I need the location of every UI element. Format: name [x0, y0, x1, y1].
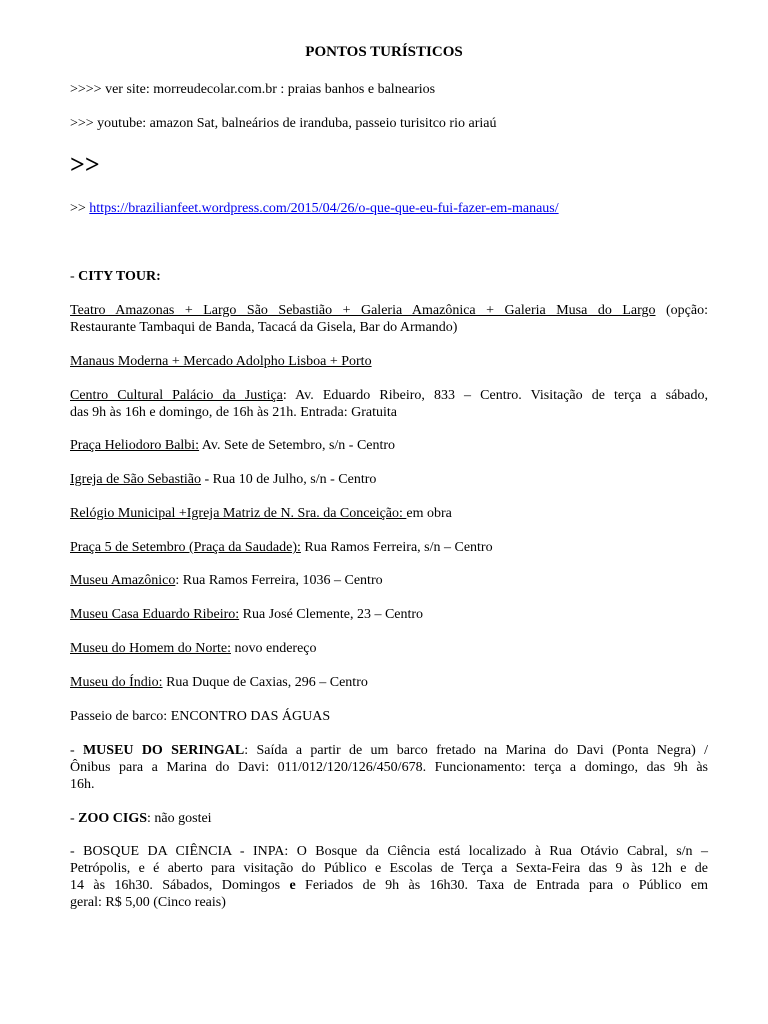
- big-arrows: >>: [70, 150, 100, 179]
- zoo-prefix: -: [70, 811, 79, 826]
- list-item: [70, 302, 708, 319]
- item-detail-line: das 9h às 16h e domingo, de 16h às 21h. Entrada: Gratuita: [70, 405, 397, 420]
- link-line: [70, 200, 708, 217]
- seringal-line-2: Ônibus para a Marina do Davi: 011/012/120/126/450/678. Funcionamento: terça a domingo, das 9h às: [70, 760, 708, 775]
- item-detail: Rua José Clemente, 23 – Centro: [239, 607, 424, 622]
- zoo-line: [70, 810, 708, 827]
- bosque-line-3: [70, 877, 708, 894]
- item-detail: Av. Sete de Setembro, s/n - Centro: [199, 438, 396, 453]
- list-item: [70, 674, 708, 691]
- site-line: >>>> ver site: morreudecolar.com.br : praias banhos e balnearios: [70, 82, 436, 97]
- item-name: Museu Amazônico: [70, 573, 176, 588]
- bosque-bold-e: e: [289, 878, 296, 893]
- city-tour-label: CITY TOUR:: [78, 269, 161, 284]
- seringal-name: MUSEU DO SERINGAL: [82, 743, 245, 758]
- bosque-line-3a: 14 às 16h30. Sábados, Domingos: [70, 878, 290, 893]
- list-item: [70, 387, 708, 404]
- list-item: [70, 640, 708, 657]
- item-name: Praça 5 de Setembro (Praça da Saudade):: [70, 540, 301, 555]
- item-name: Praça Heliodoro Balbi:: [70, 438, 200, 453]
- seringal-prefix: -: [70, 743, 83, 758]
- list-item: [70, 437, 708, 454]
- item-detail: em obra: [406, 506, 452, 521]
- link-prefix: >>: [70, 201, 90, 216]
- passeio-line: Passeio de barco: ENCONTRO DAS ÁGUAS: [70, 709, 331, 724]
- seringal-line-1: [70, 742, 708, 759]
- zoo-name: ZOO CIGS: [78, 811, 148, 826]
- seringal-line-3: 16h.: [70, 777, 95, 792]
- list-item: [70, 353, 708, 370]
- zoo-detail: : não gostei: [147, 811, 212, 826]
- city-tour-prefix: -: [70, 269, 79, 284]
- item-name: Relógio Municipal +Igreja Matriz de N. Sra. da Conceição:: [70, 506, 407, 521]
- bosque-line-2: Petrópolis, e é aberto para visitação do Público e Escolas de Terça a Sexta-Feira das 9 às 12h e de: [70, 861, 708, 876]
- item-detail-line: Restaurante Tambaqui de Banda, Tacacá da Gisela, Bar do Armando): [70, 320, 458, 335]
- item-name: Museu Casa Eduardo Ribeiro:: [70, 607, 240, 622]
- item-detail: Rua Duque de Caxias, 296 – Centro: [162, 675, 368, 690]
- brazilianfeet-link[interactable]: https://brazilianfeet.wordpress.com/2015/04/26/o-que-que-eu-fui-fazer-em-manaus/: [89, 201, 559, 216]
- list-item: [70, 606, 708, 623]
- item-detail: (opção:: [655, 303, 708, 318]
- list-item: [70, 505, 708, 522]
- item-name: Museu do Homem do Norte:: [70, 641, 231, 656]
- item-detail: : Rua Ramos Ferreira, 1036 – Centro: [175, 573, 383, 588]
- item-detail: novo endereço: [230, 641, 317, 656]
- item-detail: : Av. Eduardo Ribeiro, 833 – Centro. Visitação de terça a sábado,: [282, 388, 708, 403]
- bosque-line-3b: Feriados de 9h às 16h30. Taxa de Entrada para o Público em: [295, 878, 708, 893]
- item-name: Centro Cultural Palácio da Justiça: [70, 388, 283, 403]
- item-name: Manaus Moderna + Mercado Adolpho Lisboa + Porto: [70, 354, 372, 369]
- item-name: Museu do Índio:: [70, 675, 163, 690]
- list-item: [70, 539, 708, 556]
- bosque-line-1: - BOSQUE DA CIÊNCIA - INPA: O Bosque da Ciência está localizado à Rua Otávio Cabral, s/n –: [70, 844, 708, 859]
- seringal-detail: : Saída a partir de um barco fretado na Marina do Davi (Ponta Negra) /: [244, 743, 708, 758]
- list-item: [70, 471, 708, 488]
- city-tour-heading: [70, 268, 708, 285]
- item-name: Teatro Amazonas + Largo São Sebastião + Galeria Amazônica + Galeria Musa do Largo: [70, 303, 656, 318]
- bosque-line-4: geral: R$ 5,00 (Cinco reais): [70, 895, 226, 910]
- item-detail: - Rua 10 de Julho, s/n - Centro: [201, 472, 377, 487]
- item-detail: Rua Ramos Ferreira, s/n – Centro: [300, 540, 493, 555]
- youtube-line: >>> youtube: amazon Sat, balneários de iranduba, passeio turisitco rio ariaú: [70, 116, 497, 131]
- item-name: Igreja de São Sebastião: [70, 472, 202, 487]
- list-item: [70, 572, 708, 589]
- page-title: PONTOS TURÍSTICOS: [305, 44, 463, 60]
